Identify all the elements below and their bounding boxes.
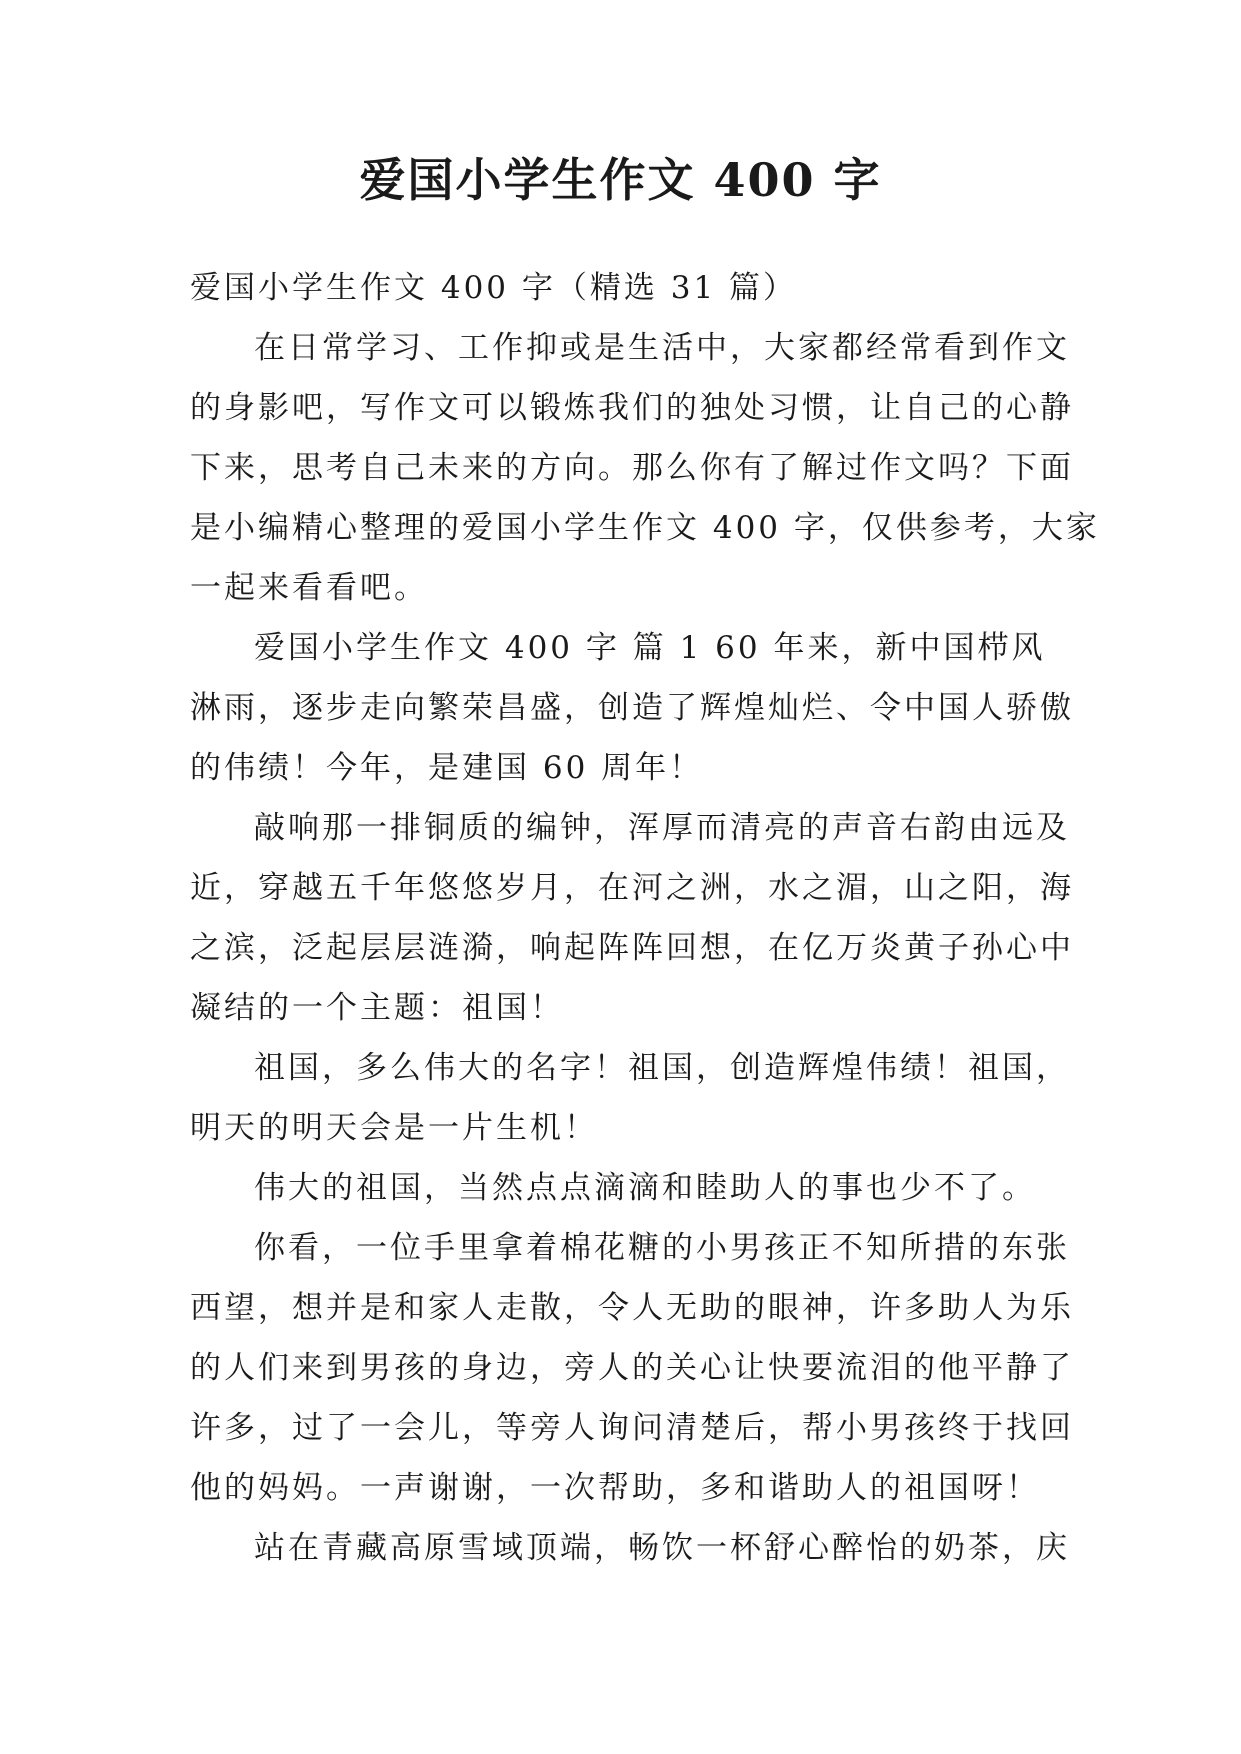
document-title: 爱国小学生作文 400 字 bbox=[359, 153, 882, 207]
paragraph-essay-1-start bbox=[190, 618, 1074, 798]
paragraph-line: 下来，思考自己未来的方向。那么你有了解过作文吗？下面 bbox=[190, 450, 1074, 486]
paragraph-line: 明天的明天会是一片生机！ bbox=[190, 1110, 598, 1146]
paragraph-line: 一起来看看吧。 bbox=[190, 570, 428, 606]
paragraph-line: 爱国小学生作文 400 字 篇 1 60 年来，新中国栉风 bbox=[254, 630, 1046, 666]
paragraph-line: 在日常学习、工作抑或是生活中，大家都经常看到作文 bbox=[254, 330, 1070, 366]
paragraph-line: 的伟绩！今年，是建国 60 周年！ bbox=[190, 750, 704, 786]
paragraph-line: 祖国，多么伟大的名字！祖国，创造辉煌伟绩！祖国， bbox=[254, 1050, 1070, 1086]
paragraph-line: 他的妈妈。一声谢谢，一次帮助，多和谐助人的祖国呀！ bbox=[190, 1470, 1040, 1506]
paragraph-line: 你看，一位手里拿着棉花糖的小男孩正不知所措的东张 bbox=[254, 1230, 1070, 1266]
document-subtitle: 爱国小学生作文 400 字（精选 31 篇） bbox=[190, 270, 798, 306]
paragraph-line: 近，穿越五千年悠悠岁月，在河之洲，水之湄，山之阳，海 bbox=[190, 870, 1074, 906]
paragraph-intro bbox=[190, 318, 1100, 618]
paragraph-line: 许多，过了一会儿，等旁人询问清楚后，帮小男孩终于找回 bbox=[190, 1410, 1074, 1446]
paragraph-line: 的人们来到男孩的身边，旁人的关心让快要流泪的他平静了 bbox=[190, 1350, 1074, 1386]
paragraph-lost-boy bbox=[190, 1218, 1074, 1518]
paragraph-harmony bbox=[190, 1158, 1052, 1218]
paragraph-line: 的身影吧，写作文可以锻炼我们的独处习惯，让自己的心静 bbox=[190, 390, 1074, 426]
paragraph-line: 伟大的祖国，当然点点滴滴和睦助人的事也少不了。 bbox=[254, 1170, 1036, 1206]
paragraph-line: 敲响那一排铜质的编钟，浑厚而清亮的声音右韵由远及 bbox=[254, 810, 1070, 846]
paragraph-plateau bbox=[190, 1518, 1070, 1578]
paragraph-line: 之滨，泛起层层涟漪，响起阵阵回想，在亿万炎黄子孙心中 bbox=[190, 930, 1074, 966]
paragraph-line: 站在青藏高原雪域顶端，畅饮一杯舒心醉怡的奶茶，庆 bbox=[254, 1530, 1070, 1566]
paragraph-line: 淋雨，逐步走向繁荣昌盛，创造了辉煌灿烂、令中国人骄傲 bbox=[190, 690, 1074, 726]
paragraph-line: 是小编精心整理的爱国小学生作文 400 字，仅供参考，大家 bbox=[190, 510, 1100, 546]
paragraph-bells bbox=[190, 798, 1074, 1038]
document-body bbox=[190, 258, 1100, 1578]
paragraph-motherland bbox=[190, 1038, 1070, 1158]
paragraph-line: 凝结的一个主题：祖国！ bbox=[190, 990, 564, 1026]
paragraph-line: 西望，想并是和家人走散，令人无助的眼神，许多助人为乐 bbox=[190, 1290, 1074, 1326]
